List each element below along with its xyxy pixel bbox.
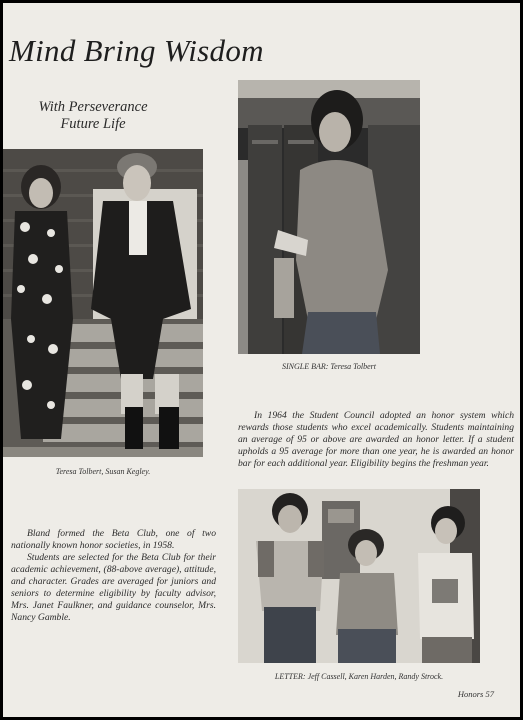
- caption-letter-winners: LETTER: Jeff Cassell, Karen Harden, Randy Strock.: [274, 672, 444, 681]
- subtitle-line-1: With Perseverance: [38, 99, 148, 115]
- photo-letter-winners-image: [238, 489, 480, 663]
- yearbook-page: [3, 3, 520, 717]
- photo-single-bar: [238, 80, 420, 354]
- honor-system-text: In 1964 the Student Council adopted an honor system which rewards those students who excel academically. Students maintaining an average of 95 or above are awarded an honor letter. If a student upholds a 95 average for more than one year, he is awarded an honor bar for each additional year. Eligibility begins the freshman year.: [238, 410, 514, 469]
- photo-two-students: [3, 149, 203, 457]
- photo-two-students-image: [3, 149, 203, 457]
- photo-single-bar-image: [238, 80, 420, 354]
- beta-club-intro: [11, 528, 216, 552]
- beta-club-detail-text: Students are selected for the Beta Club for their academic achievement, (88-above average), attitude, and character. Grades are averaged for juniors and seniors to determine eligibility by faculty advisor, Mrs. Janet Faulkner, and guidance counselor, Mrs. Nancy Gamble.: [11, 552, 216, 623]
- page-title: Mind Bring Wisdom: [9, 33, 264, 68]
- subtitle-line-2: Future Life: [60, 116, 126, 132]
- beta-club-detail: [11, 552, 216, 624]
- caption-two-students: Teresa Tolbert, Susan Kegley.: [55, 467, 151, 476]
- beta-club-intro-text: Bland formed the Beta Club, one of two nationally known honor societies, in 1958.: [11, 528, 216, 551]
- caption-single-bar: SINGLE BAR: Teresa Tolbert: [281, 362, 376, 371]
- page-subtitle: [23, 99, 163, 133]
- photo-letter-winners: [238, 489, 480, 663]
- page-folio: Honors 57: [457, 689, 494, 699]
- honor-system-paragraph: [238, 410, 514, 470]
